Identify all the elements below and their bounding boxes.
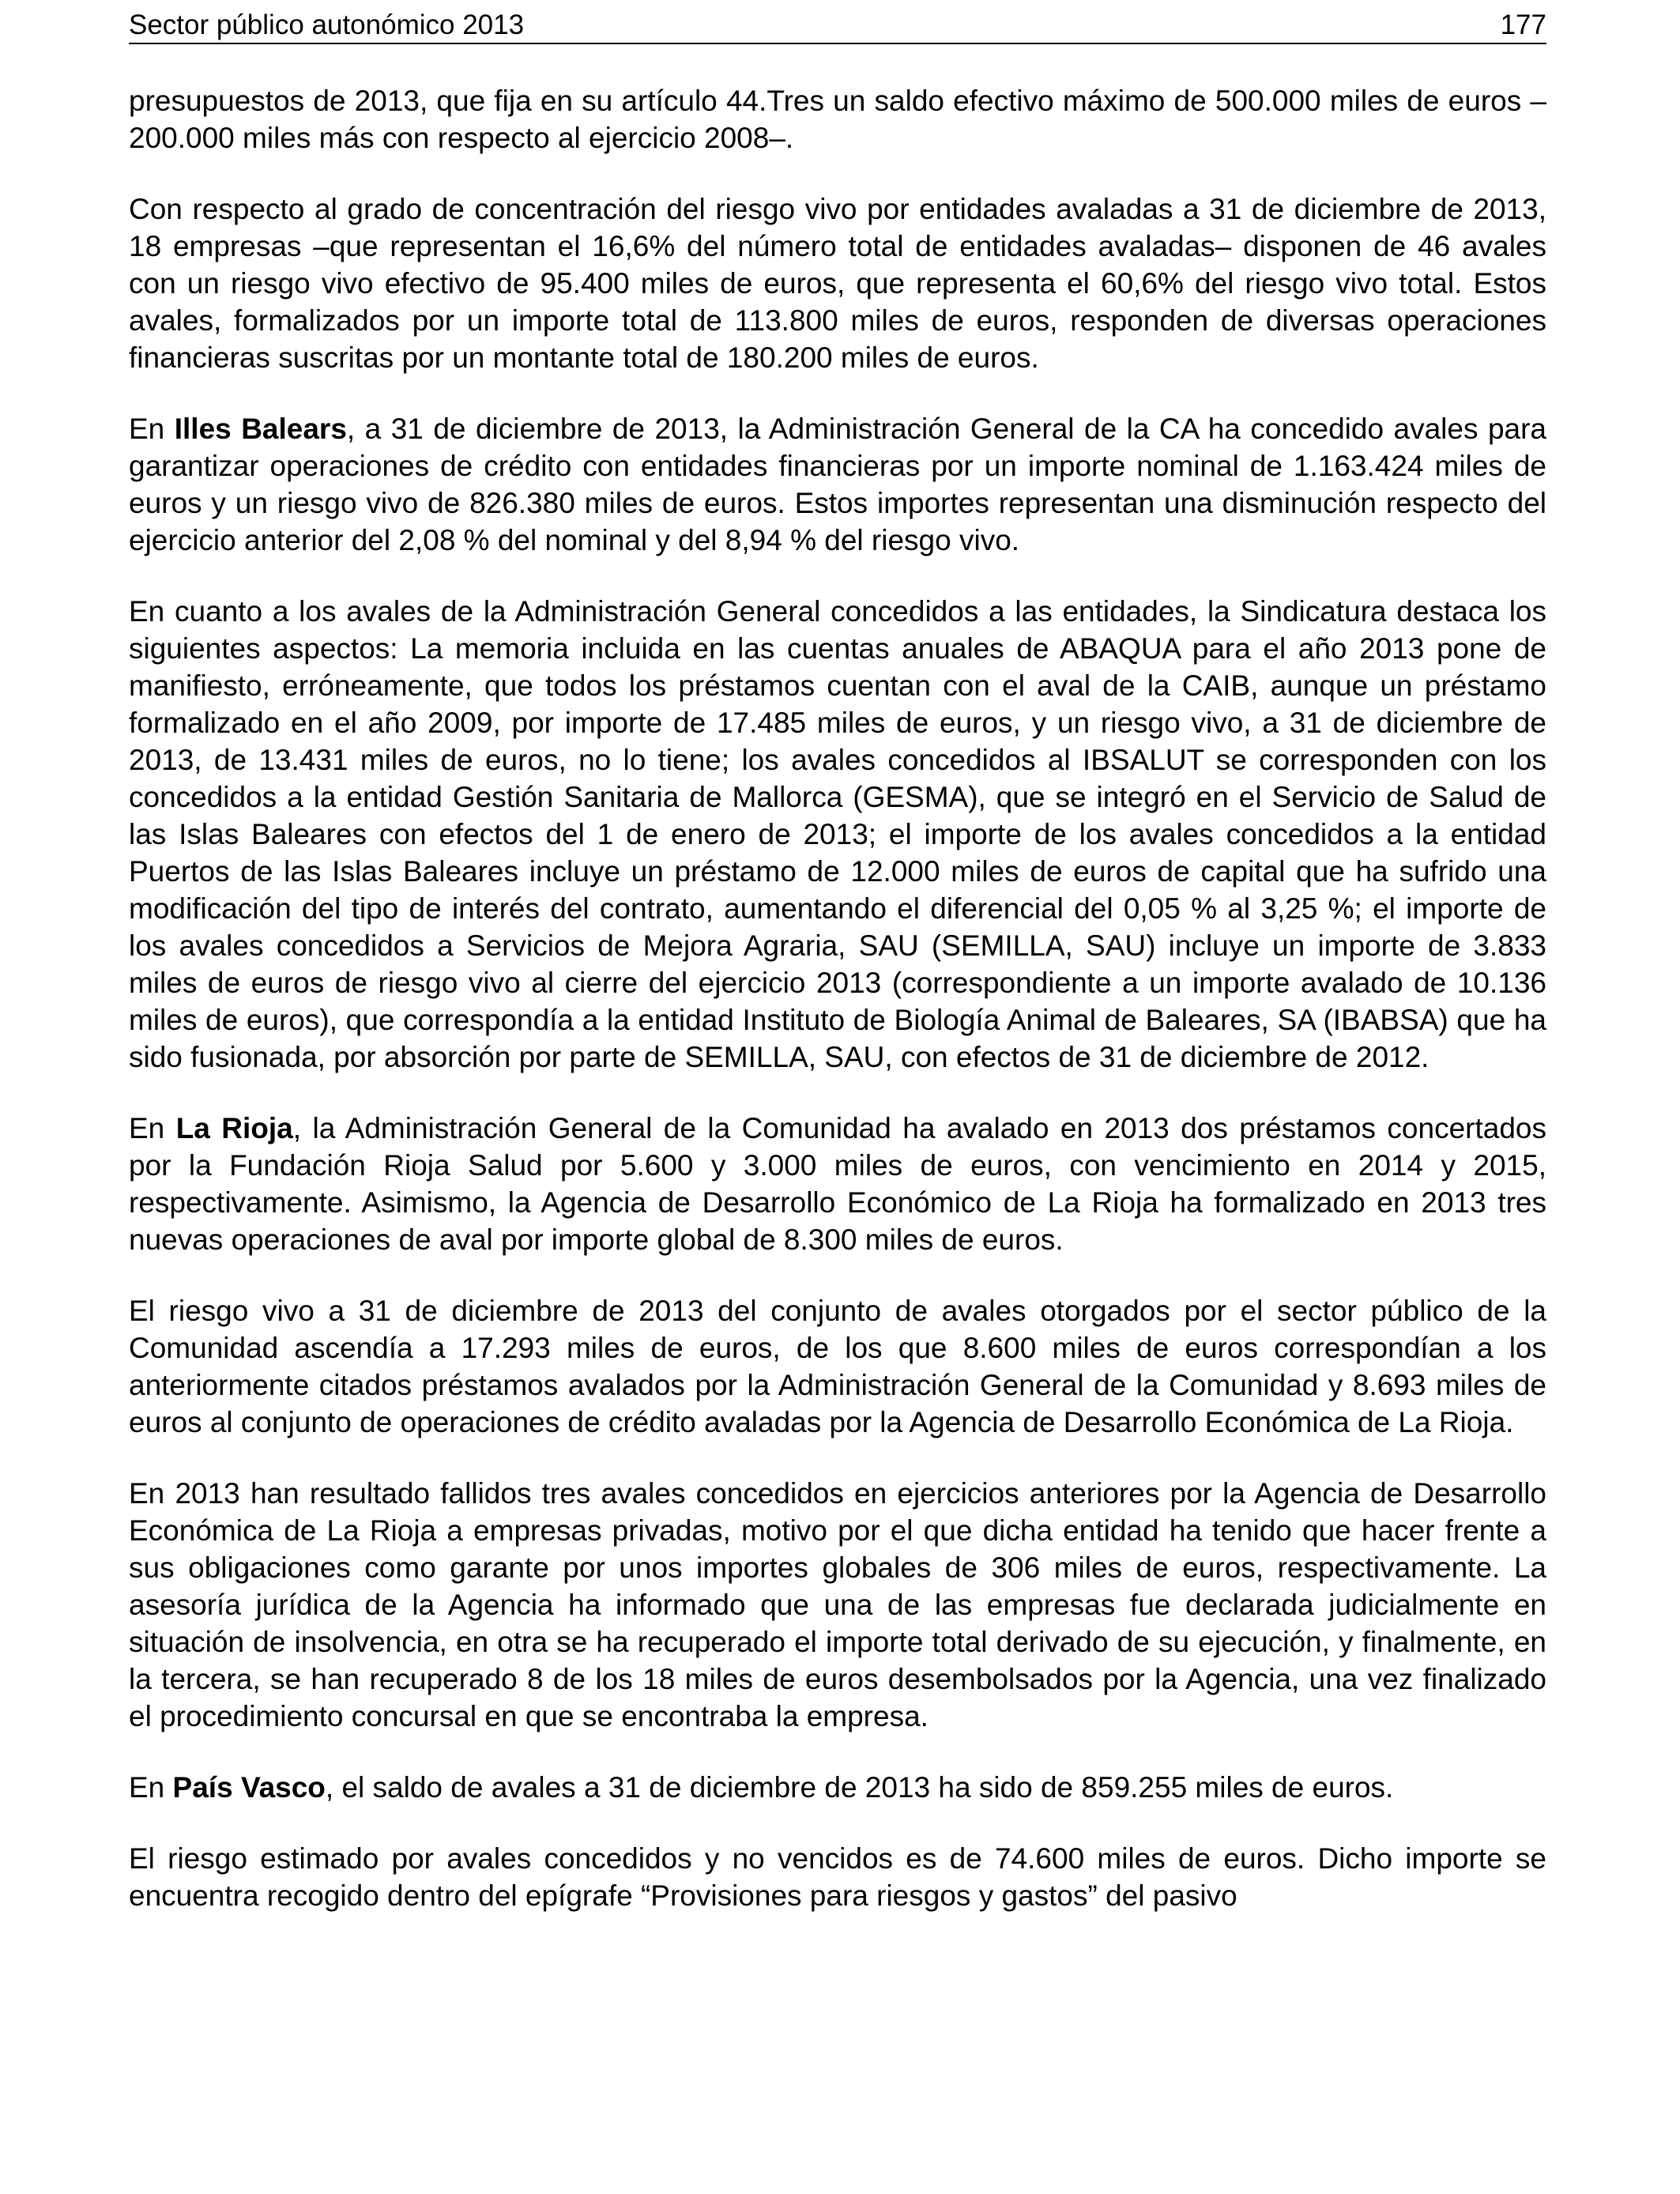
paragraph <box>129 1110 1546 1258</box>
paragraph: En 2013 han resultado fallidos tres avales concedidos en ejercicios anteriores por la Agencia de Desarrollo Económica de La Rioja a empresas privadas, motivo por el que dicha entidad ha tenido que hacer frente a sus obligaciones como garante por unos importes globales de 306 miles de euros, respectivamente. La asesoría jurídica de la Agencia ha informado que una de las empresas fue declarada judicialmente en situación de insolvencia, en otra se ha recuperado el importe total derivado de su ejecución, y finalmente, en la tercera, se han recuperado 8 de los 18 miles de euros desembolsados por la Agencia, una vez finalizado el procedimiento concursal en que se encontraba la empresa. <box>129 1477 1546 1732</box>
paragraph-text: , la Administración General de la Comunidad ha avalado en 2013 dos préstamos concertados por la Fundación Rioja Salud por 5.600 y 3.000 miles de euros, con vencimiento en 2014 y 2015, respectivamente. Asimismo, la Agencia de Desarrollo Económico de La Rioja ha formalizado en 2013 tres nuevas operaciones de aval por importe global de 8.300 miles de euros. <box>129 1112 1546 1256</box>
paragraph <box>129 1769 1546 1806</box>
document-body <box>129 82 1546 1914</box>
paragraph <box>129 410 1546 559</box>
paragraph-text: En <box>129 413 175 445</box>
paragraph: presupuestos de 2013, que fija en su artículo 44.Tres un saldo efectivo máximo de 500.000 miles de euros –200.000 miles más con respecto al ejercicio 2008–. <box>129 85 1546 154</box>
region-name-bold: País Vasco <box>172 1771 326 1804</box>
region-name-bold: Illes Balears <box>174 413 347 445</box>
paragraph: Con respecto al grado de concentración del riesgo vivo por entidades avaladas a 31 de diciembre de 2013, 18 empresas –que representan el 16,6% del número total de entidades avaladas– disponen de 46 avales con un riesgo vivo efectivo de 95.400 miles de euros, que representa el 60,6% del riesgo vivo total. Estos avales, formalizados por un importe total de 113.800 miles de euros, responden de diversas operaciones financieras suscritas por un montante total de 180.200 miles de euros. <box>129 193 1546 374</box>
paragraph-text: En <box>129 1771 173 1804</box>
page-number: 177 <box>1500 9 1546 40</box>
paragraph: El riesgo vivo a 31 de diciembre de 2013 del conjunto de avales otorgados por el sector público de la Comunidad ascendía a 17.293 miles de euros, de los que 8.600 miles de euros correspondían a los anteriormente citados préstamos avalados por la Administración General de la Comunidad y 8.693 miles de euros al conjunto de operaciones de crédito avaladas por la Agencia de Desarrollo Económica de La Rioja. <box>129 1295 1546 1438</box>
paragraph-text: , a 31 de diciembre de 2013, la Administración General de la CA ha concedido avales para garantizar operaciones de crédito con entidades financieras por un importe nominal de 1.163.424 miles de euros y un riesgo vivo de 826.380 miles de euros. Estos importes representan una disminución respecto del ejercicio anterior del 2,08 % del nominal y del 8,94 % del riesgo vivo. <box>129 413 1546 556</box>
paragraph-text: , el saldo de avales a 31 de diciembre de 2013 ha sido de 859.255 miles de euros. <box>325 1771 1394 1804</box>
paragraph-text: En <box>129 1112 176 1144</box>
paragraph: En cuanto a los avales de la Administración General concedidos a las entidades, la Sindicatura destaca los siguientes aspectos: La memoria incluida en las cuentas anuales de ABAQUA para el año 2013 pone de manifiesto, erróneamente, que todos los préstamos cuentan con el aval de la CAIB, aunque un préstamo formalizado en el año 2009, por importe de 17.485 miles de euros, y un riesgo vivo, a 31 de diciembre de 2013, de 13.431 miles de euros, no lo tiene; los avales concedidos al IBSALUT se corresponden con los concedidos a la entidad Gestión Sanitaria de Mallorca (GESMA), que se integró en el Servicio de Salud de las Islas Baleares con efectos del 1 de enero de 2013; el importe de los avales concedidos a la entidad Puertos de las Islas Baleares incluye un préstamo de 12.000 miles de euros de capital que ha sufrido una modificación del tipo de interés del contrato, aumentando el diferencial del 0,05 % al 3,25 %; el importe de los avales concedidos a Servicios de Mejora Agraria, SAU (SEMILLA, SAU) incluye un importe de 3.833 miles de euros de riesgo vivo al cierre del ejercicio 2013 (correspondiente a un importe avalado de 10.136 miles de euros), que correspondía a la entidad Instituto de Biología Animal de Baleares, SA (IBABSA) que ha sido fusionada, por absorción por parte de SEMILLA, SAU, con efectos de 31 de diciembre de 2012. <box>129 595 1546 1073</box>
region-name-bold: La Rioja <box>175 1112 293 1144</box>
paragraph: El riesgo estimado por avales concedidos y no vencidos es de 74.600 miles de euros. Dicho importe se encuentra recogido dentro del epígrafe “Provisiones para riesgos y gastos” del pasivo <box>129 1842 1546 1912</box>
page-header <box>129 8 1546 44</box>
header-title: Sector público autonómico 2013 <box>129 9 525 40</box>
